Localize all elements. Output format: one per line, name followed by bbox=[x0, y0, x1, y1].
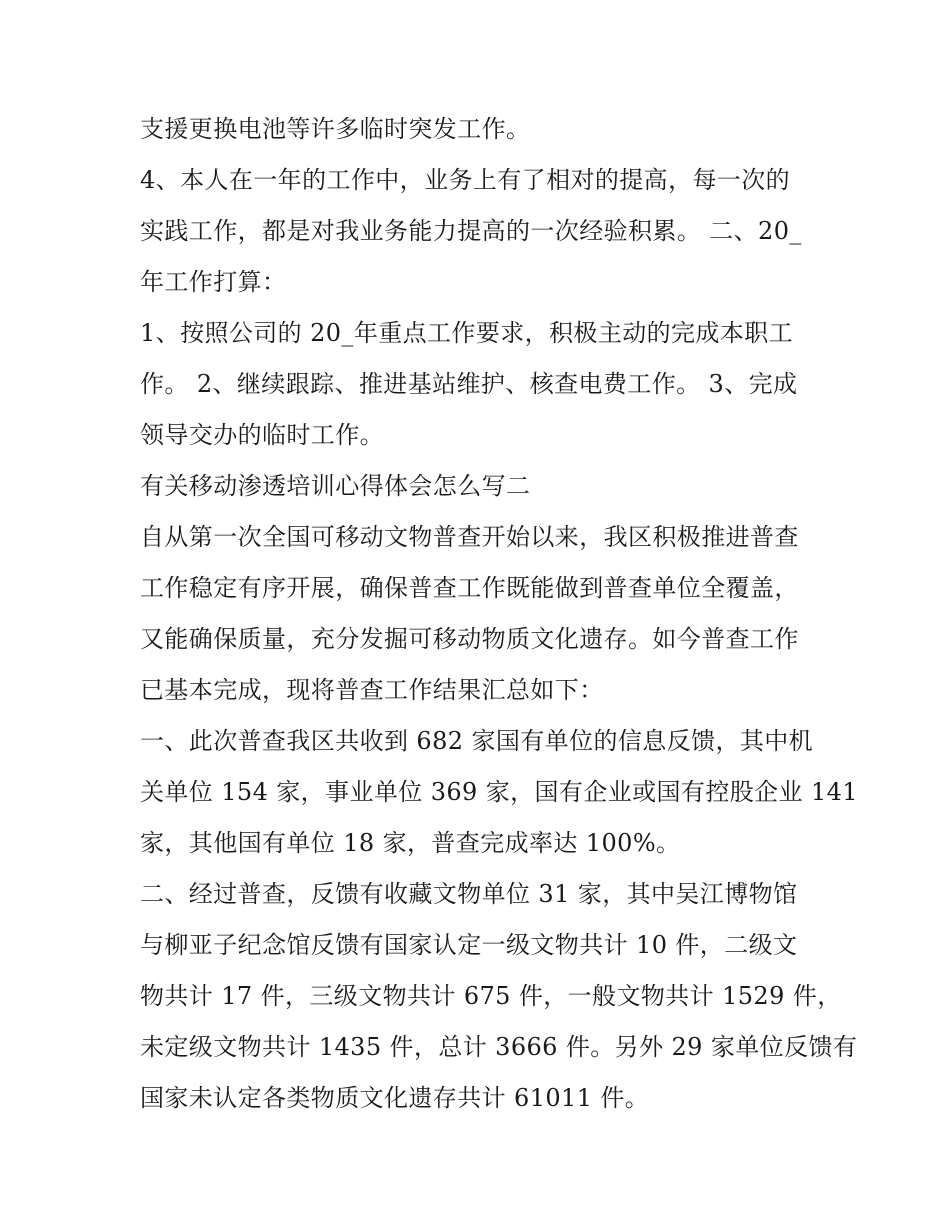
text-line: 关单位 154 家，事业单位 369 家，国有企业或国有控股企业 141 bbox=[140, 778, 858, 806]
text-line: 自从第一次全国可移动文物普查开始以来，我区积极推进普查 bbox=[140, 523, 799, 551]
text-line: 作。 2、继续跟踪、推进基站维护、核查电费工作。 3、完成 bbox=[140, 370, 798, 398]
text-line: 年工作打算： bbox=[140, 268, 287, 296]
text-line: 二、经过普查，反馈有收藏文物单位 31 家，其中吴江博物馆 bbox=[140, 880, 798, 908]
section-heading: 有关移动渗透培训心得体会怎么写二 bbox=[140, 472, 531, 500]
document-body bbox=[140, 104, 858, 1124]
text-line: 实践工作，都是对我业务能力提高的一次经验积累。 二、20_ bbox=[140, 217, 802, 245]
text-line: 1、按照公司的 20_年重点工作要求，积极主动的完成本职工 bbox=[140, 319, 794, 347]
text-line: 与柳亚子纪念馆反馈有国家认定一级文物共计 10 件，二级文 bbox=[140, 931, 798, 959]
text-line: 物共计 17 件，三级文物共计 675 件，一般文物共计 1529 件， bbox=[140, 982, 842, 1010]
text-line: 工作稳定有序开展，确保普查工作既能做到普查单位全覆盖， bbox=[140, 574, 799, 602]
text-line: 4、本人在一年的工作中，业务上有了相对的提高，每一次的 bbox=[140, 166, 791, 194]
text-line: 一、此次普查我区共收到 682 家国有单位的信息反馈，其中机 bbox=[140, 727, 814, 755]
text-line: 国家未认定各类物质文化遗存共计 61011 件。 bbox=[140, 1084, 650, 1112]
text-line: 领导交办的临时工作。 bbox=[140, 421, 384, 449]
text-line: 又能确保质量，充分发掘可移动物质文化遗存。如今普查工作 bbox=[140, 625, 799, 653]
text-line: 家，其他国有单位 18 家，普查完成率达 100%。 bbox=[140, 829, 681, 857]
text-line: 支援更换电池等许多临时突发工作。 bbox=[140, 115, 531, 143]
text-line: 已基本完成，现将普查工作结果汇总如下： bbox=[140, 676, 604, 704]
text-line: 未定级文物共计 1435 件，总计 3666 件。另外 29 家单位反馈有 bbox=[140, 1033, 858, 1061]
